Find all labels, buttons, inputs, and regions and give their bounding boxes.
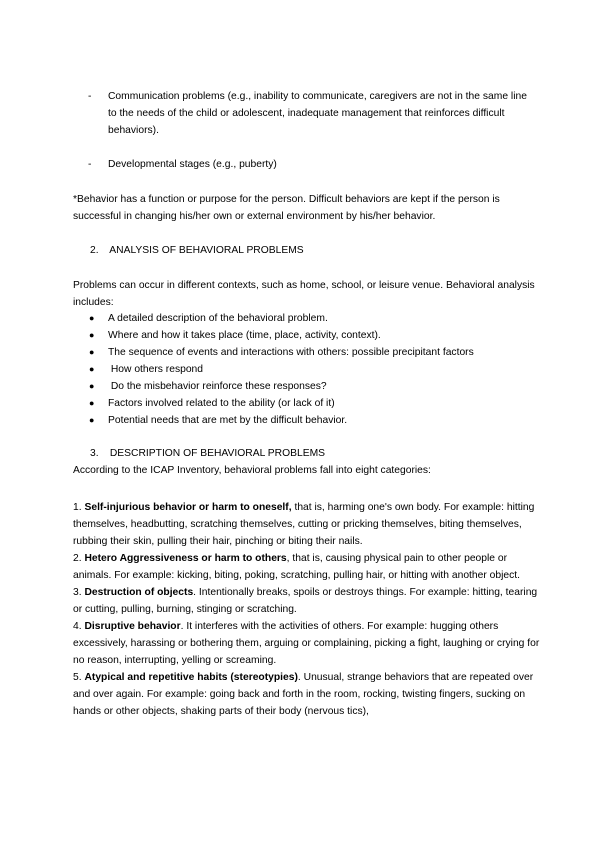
category-name: Disruptive behavior — [84, 621, 181, 632]
dash-item-text: Communication problems (e.g., inability to communicate, caregivers are not in the same line to the needs of the child or adolescent, inadequate management that reinforces difficult behaviors). — [108, 91, 527, 136]
dash-item-developmental — [88, 156, 528, 173]
bullet-glyph: ● — [89, 398, 95, 408]
bullet-glyph: ● — [89, 381, 95, 391]
list-item: ● How others respond — [89, 361, 529, 378]
list-item: ● Factors involved related to the ability (or lack of it) — [89, 395, 529, 412]
category-description: . It interferes with the activities of others. For example: hugging others excessively, harassing or bothering them, arguing or complaining, picking a fight, laughing or crying for no reason, interrupting, yelling or screaming. — [73, 621, 540, 666]
list-item: ● Potential needs that are met by the difficult behavior. — [89, 412, 529, 429]
category-name: Atypical and repetitive habits (stereotypies) — [84, 672, 298, 683]
category-disruptive-behavior: 4. Disruptive behavior. It interferes with the activities of others. For example: hugging others excessively, harassing or bothering them, arguing or complaining, picking a fight, laughing or crying for no reason, interrupting, yelling or screaming. — [73, 621, 540, 666]
list-item: ● A detailed description of the behavioral problem. — [89, 310, 529, 327]
section-number: 2. — [90, 245, 99, 256]
section-title: ANALYSIS OF BEHAVIORAL PROBLEMS — [109, 245, 304, 256]
section-2-heading — [90, 242, 530, 259]
behavioral-analysis-list — [89, 310, 529, 429]
dash-marker: - — [88, 91, 92, 102]
category-name: Destruction of objects — [84, 587, 194, 598]
bullet-glyph: ● — [89, 330, 95, 340]
dash-marker: - — [88, 159, 92, 170]
category-name: Self-injurious behavior or harm to oneself, — [84, 502, 292, 513]
category-description: . Unusual, strange behaviors that are repeated over and over again. For example: going back and forth in the room, rocking, twisting fingers, sucking on hands or other objects, shaking parts of their body (nervous tics), — [73, 672, 534, 717]
category-description: . Intentionally breaks, spoils or destroys things. For example: hitting, tearing or cutting, pulling, burning, stinging or scratching. — [73, 587, 538, 615]
dash-item-communication — [88, 88, 528, 139]
section-title: DESCRIPTION OF BEHAVIORAL PROBLEMS — [109, 448, 326, 459]
section-number: 3. — [90, 448, 99, 459]
section-2-intro: Problems can occur in different contexts, such as home, school, or leisure venue. Behavioral analysis includes: — [73, 280, 535, 308]
section-3-intro: According to the ICAP Inventory, behavioral problems fall into eight categories: — [73, 465, 431, 476]
dash-item-text: Developmental stages (e.g., puberty) — [108, 159, 277, 170]
behavior-note: *Behavior has a function or purpose for the person. Difficult behaviors are kept if the person is successful in changing his/her own or external environment by his/her behavior. — [73, 194, 500, 222]
section-3-heading — [90, 445, 530, 462]
bullet-glyph: ● — [89, 313, 95, 323]
list-item: ● The sequence of events and interactions with others: possible precipitant factors — [89, 344, 529, 361]
category-hetero-aggressiveness: 2. Hetero Aggressiveness or harm to others, that is, causing physical pain to other people or animals. For example: kicking, biting, poking, scratching, pulling hair, or hitting with another object. — [73, 553, 520, 581]
list-item: ● Do the misbehavior reinforce these responses? — [89, 378, 529, 395]
category-self-injurious: 1. Self-injurious behavior or harm to oneself, that is, harming one's own body. For example: hitting themselves, headbutting, scratching themselves, cutting or pricking themselves, biting themselves, rubbing their skin, pulling their hair, pinching or biting their nails. — [73, 502, 535, 547]
category-atypical-habits: 5. Atypical and repetitive habits (stereotypies). Unusual, strange behaviors that are repeated over and over again. For example: going back and forth in the room, rocking, twisting fingers, sucking on hands or other objects, shaking parts of their body (nervous tics), — [73, 672, 534, 717]
category-name: Hetero Aggressiveness or harm to others — [84, 553, 287, 564]
list-item: ● Where and how it takes place (time, place, activity, context). — [89, 327, 529, 344]
category-destruction-of-objects: 3. Destruction of objects. Intentionally breaks, spoils or destroys things. For example: hitting, tearing or cutting, pulling, burning, stinging or scratching. — [73, 587, 538, 615]
bullet-glyph: ● — [89, 364, 95, 374]
category-description: that is, harming one's own body. For example: hitting themselves, headbutting, scratching themselves, cutting or pricking themselves, biting themselves, rubbing their skin, pulling their hair, pinching or biting their nails. — [73, 502, 535, 547]
bullet-glyph: ● — [89, 347, 95, 357]
bullet-glyph: ● — [89, 415, 95, 425]
behavior-categories — [73, 499, 543, 720]
category-description: , that is, causing physical pain to other people or animals. For example: kicking, biting, poking, scratching, pulling hair, or hitting with another object. — [73, 553, 520, 581]
